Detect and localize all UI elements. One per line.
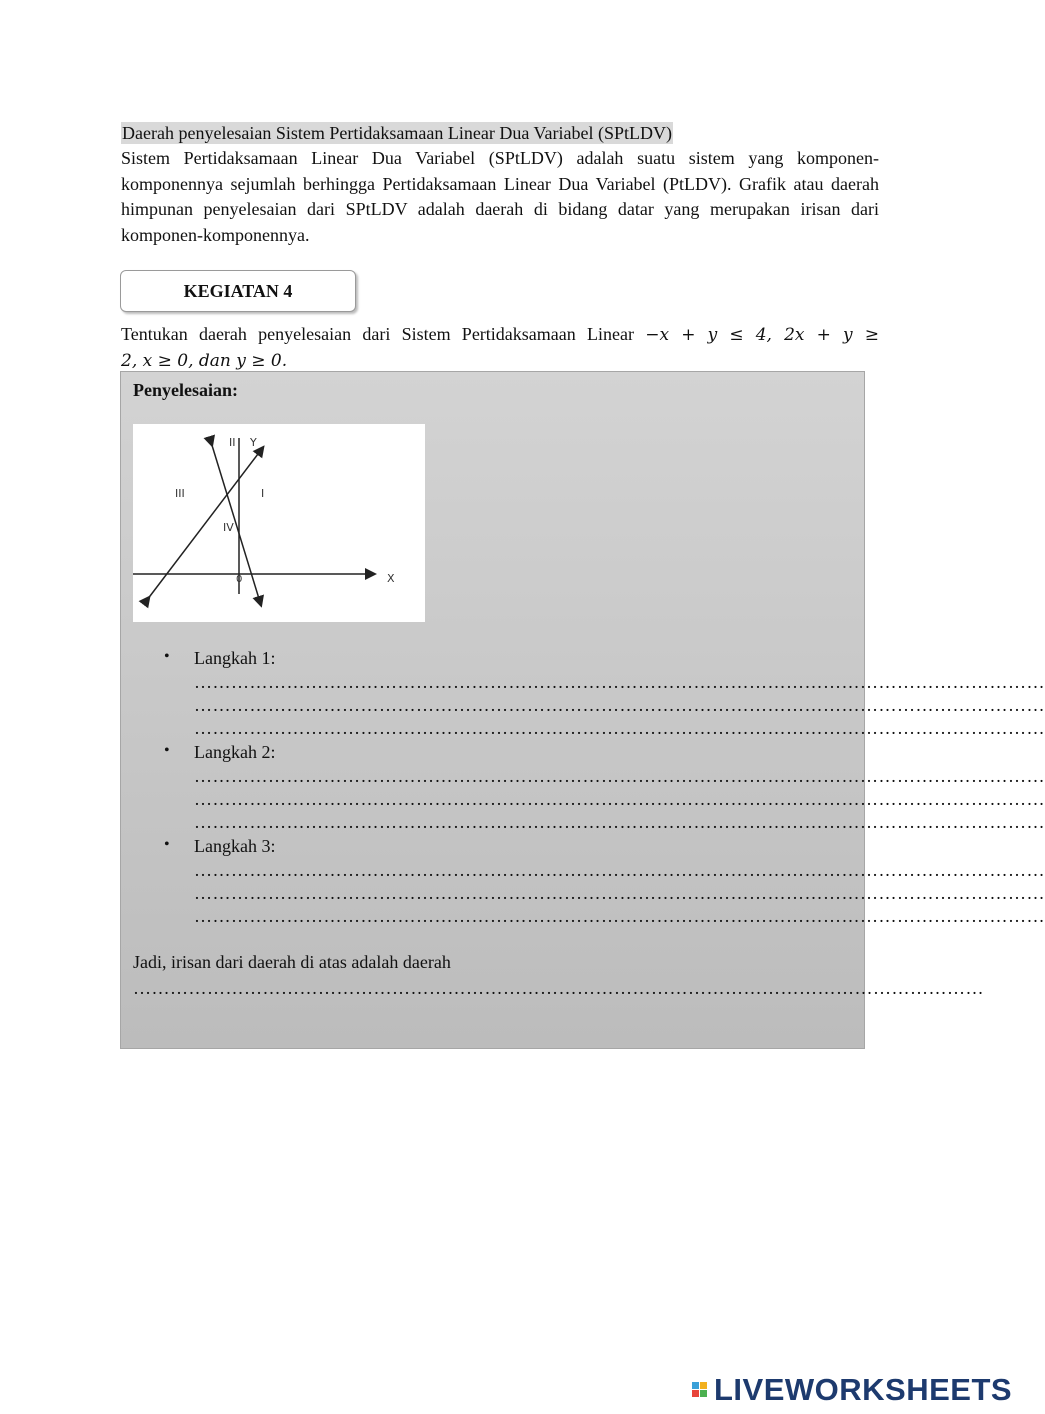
liveworksheets-logo-text: LIVEWORKSHEETS [714, 1372, 1013, 1407]
step-3-answer-line-3[interactable]: ………………………………………………………………………………………………………………………… [194, 906, 1045, 926]
task-math-1: −x + y ≤ 4, 2x + y ≥ [645, 325, 880, 345]
task-line-2 [121, 347, 287, 374]
conclusion-text: Jadi, irisan dari daerah di atas adalah daerah [133, 952, 451, 972]
step-2-bullet: • [164, 742, 170, 759]
step-1-label: Langkah 1: [194, 648, 276, 668]
intro-paragraph: Sistem Pertidaksamaan Linear Dua Variabel (SPtLDV) adalah suatu sistem yang komponen-komponennya sejumlah berhingga Pertidaksamaan Linear Dua Variabel (PtLDV). Grafik atau daerah himpunan penyelesaian dari SPtLDV adalah daerah di bidang datar yang merupakan irisan dari komponen-komponennya. [121, 148, 879, 245]
label-x-axis: X [387, 572, 395, 585]
solution-box [120, 371, 1045, 1049]
liveworksheets-logo-icon [692, 1376, 712, 1404]
step-2-label: Langkah 2: [194, 742, 276, 762]
liveworksheets-logo [692, 1372, 1012, 1408]
activity-title-box [120, 270, 356, 312]
label-region-2: II [229, 436, 236, 449]
step-1-answer-line-3[interactable]: ………………………………………………………………………………………………………………………… [194, 718, 1045, 738]
step-1-bullet: • [164, 648, 170, 665]
conclusion-answer-line[interactable]: ………………………………………………………………………………………………………………………… [133, 978, 984, 998]
line-neg-x-plus-y [147, 450, 261, 600]
step-3-answer-line-2[interactable]: ………………………………………………………………………………………………………………………… [194, 883, 1045, 903]
section-heading: Daerah penyelesaian Sistem Pertidaksamaan Linear Dua Variabel (SPtLDV) [122, 123, 672, 143]
label-origin: 0 [236, 574, 243, 585]
label-y-axis: Y [250, 436, 257, 449]
step-3-bullet: • [164, 836, 170, 853]
step-1-answer-line-2[interactable]: ………………………………………………………………………………………………………………………… [194, 695, 1045, 715]
label-region-1: I [261, 487, 265, 500]
activity-title: KEGIATAN 4 [183, 280, 293, 301]
step-2-answer-line-3[interactable]: ………………………………………………………………………………………………………………………… [194, 812, 1045, 832]
solution-title: Penyelesaian: [133, 380, 238, 400]
task-line-1 [121, 321, 879, 348]
step-2-answer-line-1[interactable]: ………………………………………………………………………………………………………………………… [194, 766, 1045, 786]
step-3-label: Langkah 3: [194, 836, 276, 856]
label-region-4: IV [223, 521, 234, 534]
region-graph [133, 424, 425, 622]
step-2-answer-line-2[interactable]: ………………………………………………………………………………………………………………………… [194, 789, 1045, 809]
label-region-3: III [175, 487, 185, 500]
step-1-answer-line-1[interactable]: ………………………………………………………………………………………………………………………… [194, 672, 1045, 692]
task-math-2: 2, x ≥ 0, dan y ≥ 0. [121, 351, 288, 371]
graph-svg [133, 424, 425, 622]
step-3-answer-line-1[interactable]: ………………………………………………………………………………………………………………………… [194, 860, 1045, 880]
task-text: Tentukan daerah penyelesaian dari Sistem Pertidaksamaan Linear [121, 324, 634, 344]
